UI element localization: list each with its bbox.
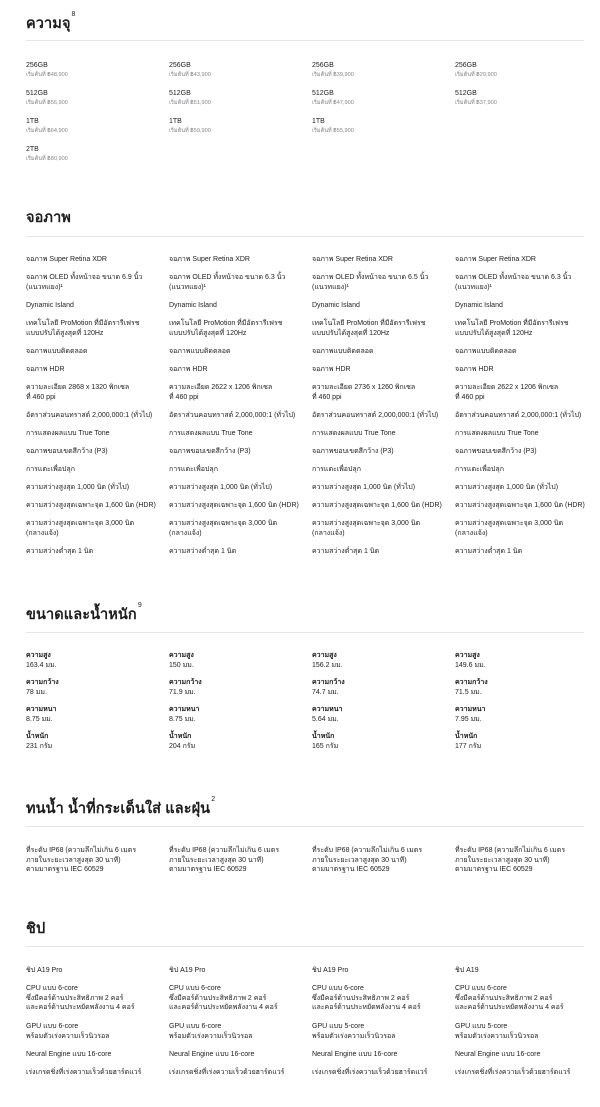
chip-spec: เร่งเกรดชิ่งที่เร่งความเร็วด้วยฮาร์ดแวร์ <box>26 1069 142 1076</box>
capacity-price: เริ่มต้นที่ ฿55,900 <box>312 127 354 134</box>
dimension-label: ความกว้าง <box>169 679 202 686</box>
display-spec: เทคโนโลยี ProMotion ที่มีอัตรารีเฟรช แบบปรับได้สูงสุดที่ 120Hz <box>455 320 569 337</box>
display-spec: จอภาพ Super Retina XDR <box>169 256 250 263</box>
dimension-label: ความหนา <box>455 706 486 713</box>
display-spec: ความสว่างต่ำสุด 1 นิต <box>26 548 94 555</box>
display-spec: Dynamic Island <box>455 302 503 309</box>
display-spec: ความสว่างสูงสุดเฉพาะจุด 1,600 นิต (HDR) <box>26 502 156 509</box>
dimension-item <box>26 678 166 697</box>
display-spec: จอภาพขอบเขตสีกว้าง (P3) <box>26 448 108 455</box>
display-spec: การแสดงผลแบบ True Tone <box>169 430 253 437</box>
chip-spec: ชิป A19 Pro <box>169 967 206 974</box>
dimension-item <box>26 651 166 670</box>
display-spec: ความสว่างสูงสุด 1,000 นิต (ทั่วไป) <box>312 484 416 491</box>
dimension-value: 5.64 มม. <box>312 715 339 723</box>
chip-spec: Neural Engine แบบ 16-core <box>312 1051 398 1058</box>
water-rating-text: ที่ระดับ IP68 (ความลึกไม่เกิน 6 เมตร ภายในระยะเวลาสูงสุด 30 นาที) ตามมาตรฐาน IEC 60529 <box>26 847 137 874</box>
display-spec: จอภาพขอบเขตสีกว้าง (P3) <box>312 448 394 455</box>
chip-spec: เร่งเกรดชิ่งที่เร่งความเร็วด้วยฮาร์ดแวร์ <box>312 1069 428 1076</box>
water-title-text: ทนน้ำ น้ำที่กระเด็นใส่ และฝุ่น <box>26 801 211 817</box>
chip-spec: GPU แบบ 6-core พร้อมตัวเร่งความเร็วนิวรอล <box>26 1023 110 1040</box>
dimension-value: 71.5 มม. <box>455 688 482 696</box>
display-spec: ความสว่างสูงสุดเฉพาะจุด 3,000 นิต (กลางแจ้ง) <box>312 520 421 537</box>
water-divider <box>26 826 584 827</box>
chip-spec: เร่งเกรดชิ่งที่เร่งความเร็วด้วยฮาร์ดแวร์ <box>169 1069 285 1076</box>
display-spec: ความสว่างต่ำสุด 1 นิต <box>455 548 523 555</box>
chip-spec: Neural Engine แบบ 16-core <box>169 1051 255 1058</box>
dimension-label: น้ำหนัก <box>312 733 335 740</box>
capacity-size: 256GB <box>26 62 48 69</box>
capacity-size: 512GB <box>169 90 191 97</box>
dimension-value: 156.2 มม. <box>312 661 343 669</box>
capacity-title-text: ความจุ <box>26 16 71 32</box>
dimension-label: ความหนา <box>169 706 200 713</box>
display-spec: จอภาพ OLED ทั้งหน้าจอ ขนาด 6.9 นิ้ว (แนวทแยง)¹ <box>26 274 143 291</box>
capacity-option <box>169 117 309 135</box>
display-spec: ความสว่างสูงสุดเฉพาะจุด 1,600 นิต (HDR) <box>312 502 442 509</box>
capacity-option <box>312 117 452 135</box>
capacity-price: เริ่มต้นที่ ฿29,900 <box>455 71 497 78</box>
capacity-option <box>26 145 166 163</box>
display-spec: จอภาพ OLED ทั้งหน้าจอ ขนาด 6.3 นิ้ว (แนวทแยง)¹ <box>455 274 572 291</box>
dimension-value: 149.6 มม. <box>455 661 486 669</box>
capacity-option <box>169 61 309 79</box>
display-spec: Dynamic Island <box>169 302 217 309</box>
water-rating-text: ที่ระดับ IP68 (ความลึกไม่เกิน 6 เมตร ภายในระยะเวลาสูงสุด 30 นาที) ตามมาตรฐาน IEC 60529 <box>455 847 566 874</box>
water-footnote[interactable]: 2 <box>211 796 216 803</box>
chip-spec: CPU แบบ 6-core ซึ่งมีคอร์ด้านประสิทธิภาพ 2 คอร์ และคอร์ด้านประหยัดพลังงาน 4 คอร์ <box>455 985 564 1012</box>
display-spec: การแตะเพื่อปลุก <box>169 466 218 473</box>
display-spec: จอภาพ HDR <box>455 366 494 373</box>
dimension-label: ความสูง <box>169 652 194 659</box>
display-divider <box>26 236 584 237</box>
dimension-label: น้ำหนัก <box>26 733 49 740</box>
dimension-value: 163.4 มม. <box>26 661 57 669</box>
capacity-option <box>312 61 452 79</box>
capacity-size: 2TB <box>26 146 39 153</box>
dimension-item <box>455 678 595 697</box>
chip-spec: CPU แบบ 6-core ซึ่งมีคอร์ด้านประสิทธิภาพ 2 คอร์ และคอร์ด้านประหยัดพลังงาน 4 คอร์ <box>169 985 278 1012</box>
display-spec: ความละเอียด 2622 x 1206 พิกเซล ที่ 460 ppi <box>455 384 559 401</box>
display-spec: จอภาพ HDR <box>169 366 208 373</box>
display-spec: เทคโนโลยี ProMotion ที่มีอัตรารีเฟรช แบบปรับได้สูงสุดที่ 120Hz <box>26 320 140 337</box>
water-rating-text: ที่ระดับ IP68 (ความลึกไม่เกิน 6 เมตร ภายในระยะเวลาสูงสุด 30 นาที) ตามมาตรฐาน IEC 60529 <box>169 847 280 874</box>
dimension-label: ความสูง <box>26 652 51 659</box>
capacity-option <box>312 89 452 107</box>
dimension-label: ความหนา <box>26 706 57 713</box>
display-spec: จอภาพ OLED ทั้งหน้าจอ ขนาด 6.3 นิ้ว (แนวทแยง)¹ <box>169 274 286 291</box>
capacity-size: 512GB <box>455 90 477 97</box>
display-spec: ความสว่างสูงสุดเฉพาะจุด 1,600 นิต (HDR) <box>169 502 299 509</box>
display-spec: จอภาพ Super Retina XDR <box>312 256 393 263</box>
display-spec: ความสว่างสูงสุดเฉพาะจุด 3,000 นิต (กลางแจ้ง) <box>26 520 135 537</box>
dimension-value: 7.95 มม. <box>455 715 482 723</box>
display-title <box>26 206 71 229</box>
display-spec: จอภาพแบบติดตลอด <box>26 348 88 355</box>
display-spec: การแสดงผลแบบ True Tone <box>455 430 539 437</box>
chip-spec: ชิป A19 <box>455 967 479 974</box>
capacity-size: 1TB <box>169 118 182 125</box>
chip-spec: เร่งเกรดชิ่งที่เร่งความเร็วด้วยฮาร์ดแวร์ <box>455 1069 571 1076</box>
capacity-option <box>26 89 166 107</box>
dimension-value: 78 มม. <box>26 688 47 696</box>
display-spec: ความสว่างสูงสุดเฉพาะจุด 3,000 นิต (กลางแจ้ง) <box>455 520 564 537</box>
dimension-label: น้ำหนัก <box>169 733 192 740</box>
capacity-option <box>169 89 309 107</box>
dimension-item <box>169 678 309 697</box>
display-spec: อัตราส่วนคอนทราสต์ 2,000,000:1 (ทั่วไป) <box>455 412 582 419</box>
capacity-size: 1TB <box>26 118 39 125</box>
dimension-item <box>169 651 309 670</box>
dimension-item <box>312 705 452 724</box>
display-spec: Dynamic Island <box>26 302 74 309</box>
capacity-size: 256GB <box>312 62 334 69</box>
dimension-label: ความกว้าง <box>455 679 488 686</box>
dimension-item <box>26 705 166 724</box>
chip-spec: GPU แบบ 5-core พร้อมตัวเร่งความเร็วนิวรอล <box>455 1023 539 1040</box>
chip-spec: ชิป A19 Pro <box>312 967 349 974</box>
display-spec: การแตะเพื่อปลุก <box>455 466 504 473</box>
capacity-size: 512GB <box>26 90 48 97</box>
dimension-item <box>312 678 452 697</box>
display-spec: อัตราส่วนคอนทราสต์ 2,000,000:1 (ทั่วไป) <box>312 412 439 419</box>
chip-spec: Neural Engine แบบ 16-core <box>455 1051 541 1058</box>
chip-spec: GPU แบบ 5-core พร้อมตัวเร่งความเร็วนิวรอล <box>312 1023 396 1040</box>
display-spec: อัตราส่วนคอนทราสต์ 2,000,000:1 (ทั่วไป) <box>169 412 296 419</box>
dimension-value: 231 กรัม <box>26 742 53 750</box>
display-spec: ความสว่างสูงสุดเฉพาะจุด 3,000 นิต (กลางแจ้ง) <box>169 520 278 537</box>
display-spec: จอภาพ HDR <box>312 366 351 373</box>
capacity-price: เริ่มต้นที่ ฿43,900 <box>169 71 211 78</box>
capacity-price: เริ่มต้นที่ ฿64,900 <box>26 127 68 134</box>
display-spec: ความละเอียด 2868 x 1320 พิกเซล ที่ 460 ppi <box>26 384 130 401</box>
dimension-label: น้ำหนัก <box>455 733 478 740</box>
capacity-option <box>26 61 166 79</box>
display-spec: จอภาพ Super Retina XDR <box>26 256 107 263</box>
chip-spec: ชิป A19 Pro <box>26 967 63 974</box>
display-spec: ความละเอียด 2736 x 1260 พิกเซล ที่ 460 ppi <box>312 384 416 401</box>
size-weight-title <box>26 603 142 626</box>
chip-spec: GPU แบบ 6-core พร้อมตัวเร่งความเร็วนิวรอล <box>169 1023 253 1040</box>
display-spec: อัตราส่วนคอนทราสต์ 2,000,000:1 (ทั่วไป) <box>26 412 153 419</box>
display-spec: Dynamic Island <box>312 302 360 309</box>
size-weight-title-text: ขนาดและน้ำหนัก <box>26 607 137 623</box>
display-spec: การแสดงผลแบบ True Tone <box>312 430 396 437</box>
chip-spec: CPU แบบ 6-core ซึ่งมีคอร์ด้านประสิทธิภาพ 2 คอร์ และคอร์ด้านประหยัดพลังงาน 4 คอร์ <box>312 985 421 1012</box>
dimension-item <box>312 732 452 751</box>
dimension-value: 8.75 มม. <box>26 715 53 723</box>
chip-title <box>26 917 45 940</box>
capacity-size: 256GB <box>455 62 477 69</box>
display-spec: การแตะเพื่อปลุก <box>312 466 361 473</box>
display-spec: จอภาพ OLED ทั้งหน้าจอ ขนาด 6.5 นิ้ว (แนวทแยง)¹ <box>312 274 429 291</box>
chip-title-text: ชิป <box>26 921 46 937</box>
dimension-label: ความกว้าง <box>312 679 345 686</box>
capacity-price: เริ่มต้นที่ ฿56,900 <box>26 99 68 106</box>
capacity-size: 1TB <box>312 118 325 125</box>
display-spec: จอภาพขอบเขตสีกว้าง (P3) <box>455 448 537 455</box>
display-spec: ความสว่างต่ำสุด 1 นิต <box>312 548 380 555</box>
dimension-value: 150 มม. <box>169 661 194 669</box>
capacity-option <box>26 117 166 135</box>
capacity-size: 256GB <box>169 62 191 69</box>
dimension-item <box>455 705 595 724</box>
display-spec: ความสว่างสูงสุด 1,000 นิต (ทั่วไป) <box>169 484 273 491</box>
dimension-label: ความหนา <box>312 706 343 713</box>
dimension-value: 177 กรัม <box>455 742 482 750</box>
display-spec: จอภาพ Super Retina XDR <box>455 256 536 263</box>
dimension-value: 165 กรัม <box>312 742 339 750</box>
dimension-item <box>455 732 595 751</box>
display-spec: จอภาพแบบติดตลอด <box>455 348 517 355</box>
capacity-title <box>26 12 76 35</box>
water-title <box>26 797 215 820</box>
dimension-label: ความสูง <box>312 652 337 659</box>
display-spec: ความสว่างต่ำสุด 1 นิต <box>169 548 237 555</box>
capacity-price: เริ่มต้นที่ ฿47,900 <box>312 99 354 106</box>
display-spec: จอภาพแบบติดตลอด <box>169 348 231 355</box>
dimension-item <box>26 732 166 751</box>
size-weight-divider <box>26 632 584 633</box>
display-spec: เทคโนโลยี ProMotion ที่มีอัตรารีเฟรช แบบปรับได้สูงสุดที่ 120Hz <box>169 320 283 337</box>
dimension-item <box>455 651 595 670</box>
capacity-price: เริ่มต้นที่ ฿48,900 <box>26 71 68 78</box>
dimension-item <box>169 732 309 751</box>
capacity-divider <box>26 40 584 41</box>
chip-spec: Neural Engine แบบ 16-core <box>26 1051 112 1058</box>
display-spec: จอภาพ HDR <box>26 366 65 373</box>
dimension-label: ความสูง <box>455 652 480 659</box>
display-spec: ความสว่างสูงสุด 1,000 นิต (ทั่วไป) <box>455 484 559 491</box>
dimension-item <box>312 651 452 670</box>
display-title-text: จอภาพ <box>26 210 71 226</box>
dimension-label: ความกว้าง <box>26 679 59 686</box>
display-spec: เทคโนโลยี ProMotion ที่มีอัตรารีเฟรช แบบปรับได้สูงสุดที่ 120Hz <box>312 320 426 337</box>
dimension-value: 71.9 มม. <box>169 688 196 696</box>
display-spec: ความสว่างสูงสุด 1,000 นิต (ทั่วไป) <box>26 484 130 491</box>
display-spec: จอภาพแบบติดตลอด <box>312 348 374 355</box>
dimension-value: 8.75 มม. <box>169 715 196 723</box>
capacity-price: เริ่มต้นที่ ฿39,900 <box>312 71 354 78</box>
dimension-value: 74.7 มม. <box>312 688 339 696</box>
capacity-size: 512GB <box>312 90 334 97</box>
display-spec: ความละเอียด 2622 x 1206 พิกเซล ที่ 460 ppi <box>169 384 273 401</box>
dimension-value: 204 กรัม <box>169 742 196 750</box>
display-spec: ความสว่างสูงสุดเฉพาะจุด 1,600 นิต (HDR) <box>455 502 585 509</box>
capacity-price: เริ่มต้นที่ ฿37,900 <box>455 99 497 106</box>
dimension-item <box>169 705 309 724</box>
display-spec: จอภาพขอบเขตสีกว้าง (P3) <box>169 448 251 455</box>
capacity-footnote[interactable]: 8 <box>71 11 76 18</box>
capacity-price: เริ่มต้นที่ ฿51,900 <box>169 99 211 106</box>
capacity-option <box>455 61 595 79</box>
chip-divider <box>26 946 584 947</box>
capacity-price: เริ่มต้นที่ ฿59,900 <box>169 127 211 134</box>
capacity-option <box>455 89 595 107</box>
display-spec: การแสดงผลแบบ True Tone <box>26 430 110 437</box>
size-weight-footnote[interactable]: 9 <box>137 602 142 609</box>
water-rating-text: ที่ระดับ IP68 (ความลึกไม่เกิน 6 เมตร ภายในระยะเวลาสูงสุด 30 นาที) ตามมาตรฐาน IEC 60529 <box>312 847 423 874</box>
capacity-price: เริ่มต้นที่ ฿80,900 <box>26 155 68 162</box>
display-spec: การแตะเพื่อปลุก <box>26 466 75 473</box>
chip-spec: CPU แบบ 6-core ซึ่งมีคอร์ด้านประสิทธิภาพ 2 คอร์ และคอร์ด้านประหยัดพลังงาน 4 คอร์ <box>26 985 135 1012</box>
